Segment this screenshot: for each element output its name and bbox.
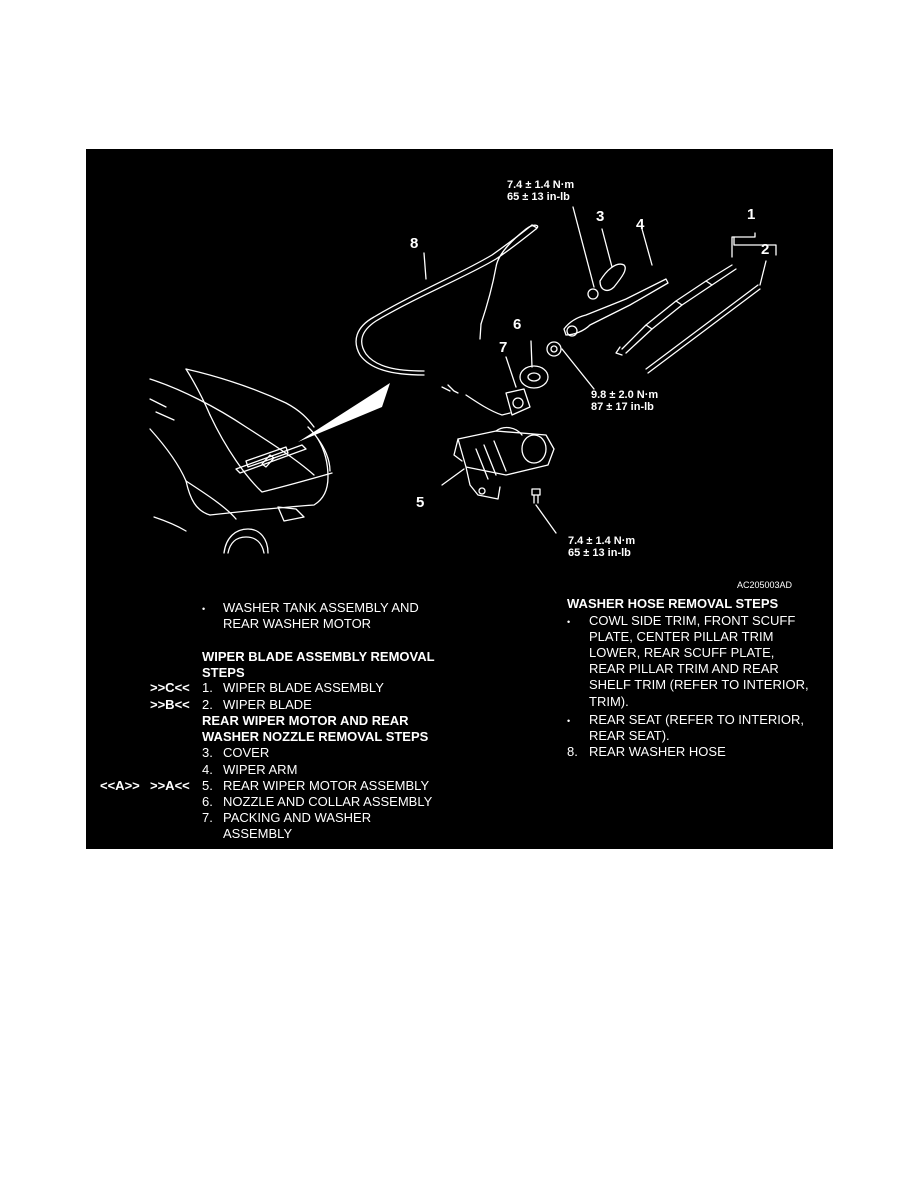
exploded-view-drawing	[86, 149, 833, 589]
section1-heading-line-1: WIPER BLADE ASSEMBLY REMOVAL	[202, 649, 435, 664]
step1-number: 1.	[202, 680, 213, 695]
step8-text: REAR WASHER HOSE	[589, 744, 726, 759]
step1-text: WIPER BLADE ASSEMBLY	[223, 680, 384, 695]
leader-4	[642, 229, 652, 265]
hose-bullet-2-line-1: REAR SEAT (REFER TO INTERIOR,	[589, 712, 805, 727]
step2-number: 2.	[202, 697, 213, 712]
step6-number: 6.	[202, 794, 213, 809]
leader-torque-1	[573, 207, 594, 287]
callout-8: 8	[410, 235, 419, 252]
leader-torque-2	[562, 349, 594, 389]
step7-text: PACKING AND WASHER	[223, 810, 372, 825]
diagram-panel	[86, 149, 833, 849]
step4-text: WIPER ARM	[223, 762, 298, 777]
hose-bullet-1-line-2: PLATE, CENTER PILLAR TRIM	[589, 629, 774, 644]
rear-washer-hose	[356, 225, 538, 375]
nozzle-collar-assembly	[520, 366, 548, 388]
wiper-blade-assembly	[616, 265, 736, 355]
leader-8	[424, 253, 426, 279]
section2-heading-line-1: REAR WIPER MOTOR AND REAR	[202, 713, 409, 728]
step3-number: 3.	[202, 745, 213, 760]
prereq-line-1: WASHER TANK ASSEMBLY AND	[223, 600, 419, 615]
leader-torque-3	[536, 505, 556, 533]
step5-text: REAR WIPER MOTOR ASSEMBLY	[223, 778, 430, 793]
prereq-bullet: •	[202, 604, 206, 614]
step7-number: 7.	[202, 810, 213, 825]
section1-heading-line-2: STEPS	[202, 665, 245, 680]
hose-bullet-2-line-2: REAR SEAT).	[589, 728, 670, 743]
leader-6	[531, 341, 532, 367]
wiper-arm	[564, 279, 668, 336]
torque-spec-wiper-arm-nut: 7.4 ± 1.4 N·m 65 ± 13 in-lb	[507, 179, 575, 203]
motor-nut	[547, 342, 561, 356]
magnify-pointer	[298, 383, 390, 442]
step5-code: >>A<<	[150, 778, 190, 793]
bracket-1	[734, 237, 776, 255]
nozzle-hose	[466, 395, 510, 415]
vehicle-rear-illustration	[150, 369, 332, 553]
hose-bullet-1-line-3: LOWER, REAR SCUFF PLATE,	[589, 645, 775, 660]
hose-connector	[442, 385, 458, 393]
callout-6: 6	[513, 316, 522, 333]
leader-2	[760, 261, 766, 285]
figure-id-code: AC205003AD	[737, 580, 793, 590]
packing-washer-assembly	[506, 389, 530, 415]
step8-number: 8.	[567, 744, 578, 759]
torque-spec-motor-nut: 9.8 ± 2.0 N·m 87 ± 17 in-lb	[591, 389, 659, 413]
washer-hose-heading: WASHER HOSE REMOVAL STEPS	[567, 596, 779, 611]
step2-code: >>B<<	[150, 697, 190, 712]
callout-4: 4	[636, 216, 645, 233]
leader-7	[506, 357, 516, 387]
torque-spec-motor-bolt: 7.4 ± 1.4 N·m 65 ± 13 in-lb	[568, 535, 636, 559]
wiper-blade	[646, 285, 760, 373]
callout-5: 5	[416, 494, 425, 511]
hose-bullet-1: •	[567, 617, 571, 627]
motor-bolt	[532, 489, 540, 503]
step4-number: 4.	[202, 762, 213, 777]
leader-5	[442, 469, 464, 485]
callout-2: 2	[761, 241, 770, 258]
hose-bullet-1-line-6: TRIM).	[589, 694, 629, 709]
step3-text: COVER	[223, 745, 270, 760]
callout-1: 1	[747, 206, 756, 223]
step7-text-line-2: ASSEMBLY	[223, 826, 293, 841]
prereq-line-2: REAR WASHER MOTOR	[223, 616, 372, 631]
wiper-motor-assembly	[454, 428, 554, 499]
section2-heading-line-2: WASHER NOZZLE REMOVAL STEPS	[202, 729, 429, 744]
step5-install-code: <<A>>	[100, 778, 140, 793]
callout-3: 3	[596, 208, 605, 225]
hose-bullet-1-line-1: COWL SIDE TRIM, FRONT SCUFF	[589, 613, 796, 628]
leader-3	[602, 229, 612, 267]
step6-text: NOZZLE AND COLLAR ASSEMBLY	[223, 794, 433, 809]
hose-bullet-2: •	[567, 716, 571, 726]
hose-bullet-1-line-5: SHELF TRIM (REFER TO INTERIOR,	[589, 677, 809, 692]
arm-nut	[588, 289, 598, 299]
hose-bullet-1-line-4: REAR PILLAR TRIM AND REAR	[589, 661, 779, 676]
callout-7: 7	[499, 339, 508, 356]
step1-code: >>C<<	[150, 680, 190, 695]
cover	[600, 264, 625, 290]
step5-number: 5.	[202, 778, 213, 793]
step2-text: WIPER BLADE	[223, 697, 312, 712]
